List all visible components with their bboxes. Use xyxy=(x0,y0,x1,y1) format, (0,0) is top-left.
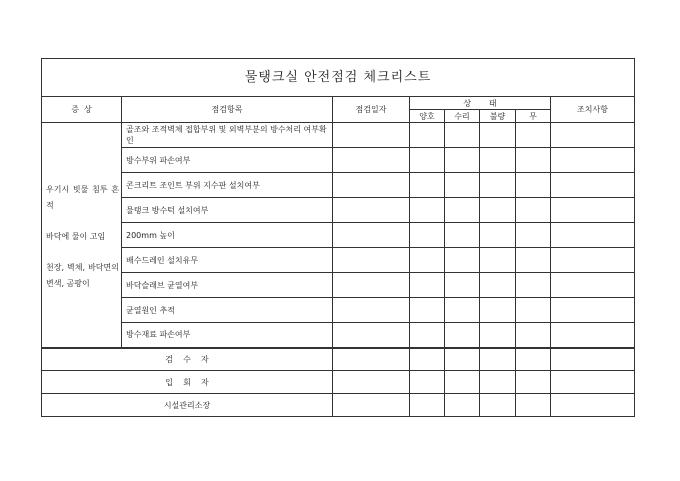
good-cell[interactable] xyxy=(410,223,445,248)
date-cell[interactable] xyxy=(333,248,410,273)
signature-row xyxy=(42,394,635,417)
item-8: 균열원인 추적 xyxy=(122,298,333,323)
repair-cell[interactable] xyxy=(445,123,480,148)
manager-field[interactable] xyxy=(480,394,516,417)
witness-label: 입 회 자 xyxy=(42,371,333,394)
bad-cell[interactable] xyxy=(480,298,516,323)
date-cell[interactable] xyxy=(333,273,410,298)
good-cell[interactable] xyxy=(410,323,445,348)
item-1: 골조와 조적벽체 접합부위 및 외벽부분의 방수처리 여부확인 xyxy=(122,123,333,148)
repair-cell[interactable] xyxy=(445,298,480,323)
item-9: 방수재료 파손여부 xyxy=(122,323,333,348)
witness-field[interactable] xyxy=(410,371,445,394)
repair-cell[interactable] xyxy=(445,198,480,223)
status-none: 무 xyxy=(516,110,551,123)
signature-row xyxy=(42,348,635,371)
action-cell[interactable] xyxy=(551,198,635,223)
good-cell[interactable] xyxy=(410,198,445,223)
date-cell[interactable] xyxy=(333,198,410,223)
status-good: 양호 xyxy=(410,110,445,123)
table-row xyxy=(42,173,635,198)
good-cell[interactable] xyxy=(410,123,445,148)
inspector-field[interactable] xyxy=(445,348,480,371)
item-4: 물탱크 방수턱 설치여부 xyxy=(122,198,333,223)
bad-cell[interactable] xyxy=(480,248,516,273)
inspector-field[interactable] xyxy=(333,348,410,371)
repair-cell[interactable] xyxy=(445,148,480,173)
table-row xyxy=(42,198,635,223)
symptom-1: 우기시 빗물 침투 흔적 xyxy=(46,185,119,211)
action-cell[interactable] xyxy=(551,273,635,298)
table-row xyxy=(42,273,635,298)
symptom-2: 바닥에 물이 고임 xyxy=(46,232,106,242)
checklist-sheet xyxy=(41,58,635,417)
none-cell[interactable] xyxy=(516,173,551,198)
action-cell[interactable] xyxy=(551,323,635,348)
none-cell[interactable] xyxy=(516,248,551,273)
witness-field[interactable] xyxy=(551,371,635,394)
none-cell[interactable] xyxy=(516,323,551,348)
none-cell[interactable] xyxy=(516,123,551,148)
action-cell[interactable] xyxy=(551,248,635,273)
inspector-field[interactable] xyxy=(480,348,516,371)
good-cell[interactable] xyxy=(410,273,445,298)
bad-cell[interactable] xyxy=(480,123,516,148)
page-title: 물탱크실 안전점검 체크리스트 xyxy=(42,59,635,97)
none-cell[interactable] xyxy=(516,273,551,298)
witness-field[interactable] xyxy=(516,371,551,394)
inspector-field[interactable] xyxy=(551,348,635,371)
inspector-field[interactable] xyxy=(516,348,551,371)
checklist-table xyxy=(41,58,635,417)
status-repair: 수리 xyxy=(445,110,480,123)
signature-row xyxy=(42,371,635,394)
manager-field[interactable] xyxy=(445,394,480,417)
none-cell[interactable] xyxy=(516,298,551,323)
header-items: 점검항목 xyxy=(122,97,333,123)
item-7: 바닥슬래브 균열여부 xyxy=(122,273,333,298)
repair-cell[interactable] xyxy=(445,223,480,248)
header-date: 점검일자 xyxy=(333,97,410,123)
date-cell[interactable] xyxy=(333,298,410,323)
header-symptom: 증 상 xyxy=(42,97,122,123)
table-row xyxy=(42,148,635,173)
bad-cell[interactable] xyxy=(480,323,516,348)
bad-cell[interactable] xyxy=(480,148,516,173)
header-status: 상 태 xyxy=(410,97,551,110)
date-cell[interactable] xyxy=(333,173,410,198)
date-cell[interactable] xyxy=(333,123,410,148)
item-2: 방수부위 파손여부 xyxy=(122,148,333,173)
repair-cell[interactable] xyxy=(445,323,480,348)
action-cell[interactable] xyxy=(551,123,635,148)
good-cell[interactable] xyxy=(410,148,445,173)
table-row xyxy=(42,223,635,248)
table-row xyxy=(42,248,635,273)
date-cell[interactable] xyxy=(333,323,410,348)
table-row xyxy=(42,123,635,148)
witness-field[interactable] xyxy=(333,371,410,394)
item-5: 200mm 높이 xyxy=(122,223,333,248)
repair-cell[interactable] xyxy=(445,173,480,198)
manager-label: 시설관리소장 xyxy=(42,394,333,417)
item-3: 콘크리트 조인트 부위 지수판 설치여부 xyxy=(122,173,333,198)
date-cell[interactable] xyxy=(333,223,410,248)
table-row xyxy=(42,323,635,348)
good-cell[interactable] xyxy=(410,248,445,273)
manager-field[interactable] xyxy=(410,394,445,417)
bad-cell[interactable] xyxy=(480,223,516,248)
bad-cell[interactable] xyxy=(480,173,516,198)
good-cell[interactable] xyxy=(410,173,445,198)
manager-field[interactable] xyxy=(333,394,410,417)
inspector-field[interactable] xyxy=(410,348,445,371)
table-row xyxy=(42,298,635,323)
none-cell[interactable] xyxy=(516,148,551,173)
header-action: 조치사항 xyxy=(551,97,635,123)
action-cell[interactable] xyxy=(551,298,635,323)
symptom-cell xyxy=(42,123,122,348)
symptom-3: 천장, 벽체, 바닥면의 변색, 곰팡이 xyxy=(46,263,119,289)
manager-field[interactable] xyxy=(516,394,551,417)
witness-field[interactable] xyxy=(445,371,480,394)
none-cell[interactable] xyxy=(516,223,551,248)
item-6: 배수드레인 설치유무 xyxy=(122,248,333,273)
bad-cell[interactable] xyxy=(480,273,516,298)
status-bad: 불량 xyxy=(480,110,516,123)
none-cell[interactable] xyxy=(516,198,551,223)
inspector-label: 검 수 자 xyxy=(42,348,333,371)
action-cell[interactable] xyxy=(551,148,635,173)
witness-field[interactable] xyxy=(480,371,516,394)
repair-cell[interactable] xyxy=(445,248,480,273)
bad-cell[interactable] xyxy=(480,198,516,223)
repair-cell[interactable] xyxy=(445,273,480,298)
good-cell[interactable] xyxy=(410,298,445,323)
action-cell[interactable] xyxy=(551,173,635,198)
action-cell[interactable] xyxy=(551,223,635,248)
date-cell[interactable] xyxy=(333,148,410,173)
manager-field[interactable] xyxy=(551,394,635,417)
